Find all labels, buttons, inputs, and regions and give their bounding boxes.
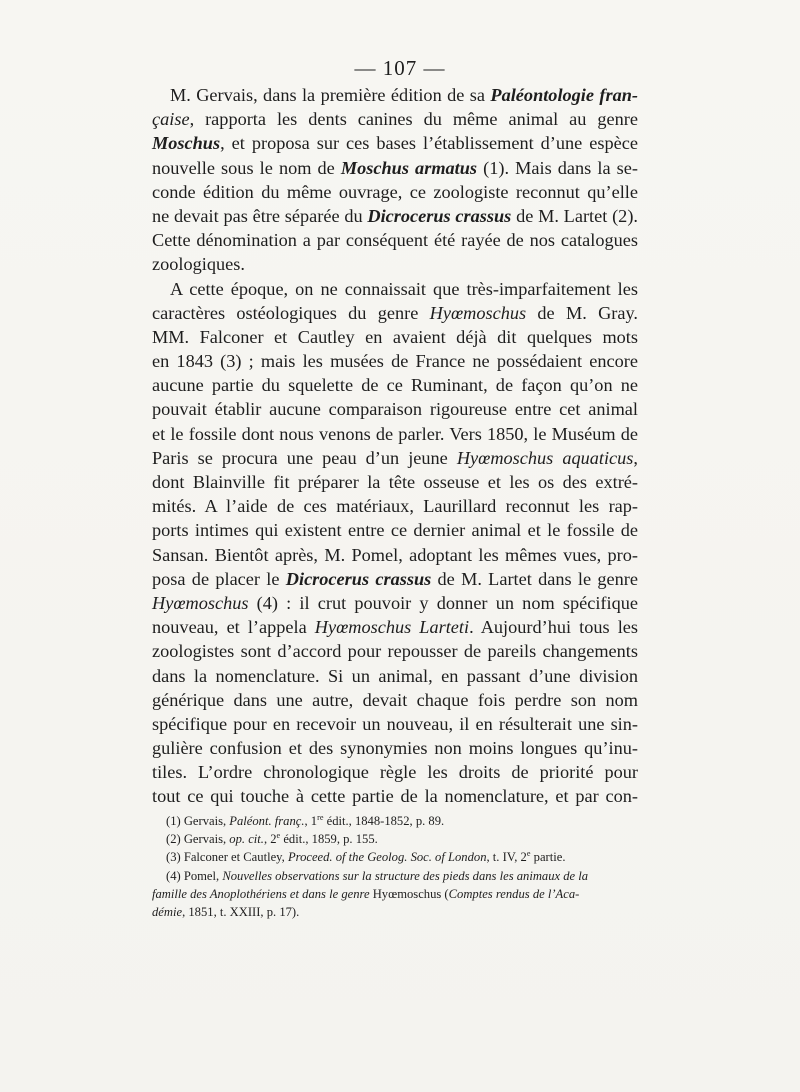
body-line xyxy=(152,446,638,470)
text-run: A cette époque, on ne connaissait que très-imparfaitement les xyxy=(170,278,638,299)
body-line xyxy=(152,373,638,397)
text-run: (1) Gervais, xyxy=(166,814,230,828)
body-line xyxy=(152,252,638,276)
body-line xyxy=(152,688,638,712)
text-run: édit., 1848-1852, p. 89. xyxy=(323,814,445,828)
text-run: (4) : il crut pouvoir y donner un nom spécifique xyxy=(248,592,638,613)
text-run: tout ce qui touche à cette partie de la nomenclature, et par con- xyxy=(152,786,638,807)
text-run: , t. IV, 2 xyxy=(486,850,527,865)
text-run: et le fossile dont nous venons de parler. Vers 1850, le Muséum de xyxy=(152,423,638,444)
body-line xyxy=(152,664,638,688)
body-line xyxy=(152,639,638,663)
text-run: partie. xyxy=(530,850,566,865)
text-run: zoologistes sont d’accord pour repousser de pareils changements xyxy=(152,641,638,662)
text-run: famille des Anoplothériens et dans le genre xyxy=(152,886,370,901)
text-run: Paléontologie fran- xyxy=(490,85,639,105)
body-line xyxy=(152,760,638,784)
text-run: (2) Gervais, xyxy=(166,832,230,847)
body-line xyxy=(152,567,638,591)
body-line xyxy=(152,204,638,228)
text-run: nouvelle sous le nom de xyxy=(152,157,341,178)
text-run: Paléont. franç. xyxy=(229,814,305,828)
body-line xyxy=(152,107,638,131)
text-run: dans la nomenclature. Si un animal, en passant d’une division xyxy=(152,665,638,686)
text-run: aucune partie du squelette de ce Ruminant, de façon qu’on ne xyxy=(152,375,638,396)
body-line xyxy=(152,518,638,542)
text-run: MM. Falconer et Cautley en avaient déjà dit quelques mots xyxy=(152,326,638,347)
text-run: Hyœmoschus xyxy=(429,302,527,323)
footnote-line xyxy=(152,830,638,848)
text-run: Cette dénomination a par conséquent été rayée de nos catalogues xyxy=(152,230,638,251)
text-run: Proceed. of the Geolog. Soc. of London xyxy=(287,850,487,865)
text-run: Comptes rendus de l’Aca- xyxy=(448,886,580,901)
footnote-line xyxy=(152,885,638,903)
text-run: Nouvelles observations sur la structure des pieds dans les animaux de la xyxy=(222,868,589,883)
body-line xyxy=(152,784,638,808)
text-run: , 1 xyxy=(304,814,318,828)
text-run: en 1843 (3) ; mais les musées de France ne possédaient encore xyxy=(152,351,638,372)
body-line xyxy=(152,301,638,325)
text-run: Moschus xyxy=(152,133,221,154)
text-run: dont Blainville fit préparer la tête osseuse et les os des extré- xyxy=(152,472,638,492)
text-run: de M. Lartet (2). xyxy=(511,205,638,226)
text-run: de M. Lartet dans le genre xyxy=(431,568,638,589)
body-line xyxy=(152,422,638,446)
text-run: Moschus armatus xyxy=(340,157,478,178)
body-line xyxy=(152,591,638,615)
text-run: gulière confusion et des synonymies non moins longues qu’inu- xyxy=(152,738,638,759)
text-run: conde édition du même ouvrage, ce zoologiste reconnut qu’elle xyxy=(152,181,638,202)
body-line xyxy=(152,83,638,107)
page-number: — 107 — xyxy=(354,56,446,80)
text-run: M. Gervais, dans la première édition de sa xyxy=(170,85,491,105)
text-run: pouvait établir aucune comparaison rigoureuse entre cet animal xyxy=(152,399,638,420)
text-run: tiles. L’ordre chronologique règle les droits de priorité pour xyxy=(152,762,638,783)
body-line xyxy=(152,712,638,736)
text-run: nouveau, et l’appela xyxy=(152,617,315,638)
footnotes xyxy=(152,812,638,921)
body-line xyxy=(152,131,638,155)
body-line xyxy=(152,325,638,349)
body-line xyxy=(152,736,638,760)
text-run: (3) Falconer et Cautley, xyxy=(166,850,288,865)
text-run: Hyœmoschus aquaticus xyxy=(456,447,634,468)
footnote-line xyxy=(152,903,638,921)
text-run: générique dans une autre, devait chaque fois perdre son nom xyxy=(152,689,638,710)
body-line xyxy=(152,277,638,301)
text-run: Dicrocerus crassus xyxy=(285,568,432,589)
body-line xyxy=(152,156,638,180)
text-run: Hyœmoschus Larteti xyxy=(314,617,470,638)
text-run: op. cit. xyxy=(229,832,264,847)
text-run: ne devait pas être séparée du xyxy=(152,205,368,226)
body-line xyxy=(152,470,638,494)
text-run: spécifique pour en recevoir un nouveau, il en résulterait une sin- xyxy=(152,713,638,734)
text-run: , xyxy=(633,447,638,468)
text-run: démie xyxy=(152,904,183,919)
text-run: , et proposa sur ces bases l’établissement d’une espèce xyxy=(220,133,638,154)
footnote-line xyxy=(152,867,638,885)
text-run: Hyœmoschus ( xyxy=(369,886,449,901)
text-run: de M. Gray. xyxy=(526,302,638,323)
text-run: , 1851, t. XXIII, p. 17). xyxy=(182,904,300,919)
text-run: posa de placer le xyxy=(152,568,286,589)
text-run: mités. A l’aide de ces matériaux, Laurillard reconnut les rap- xyxy=(152,496,638,517)
text-run: édit., 1859, p. 155. xyxy=(280,832,378,847)
text-run: , rapporta les dents canines du même animal au genre xyxy=(189,109,638,130)
body-line xyxy=(152,349,638,373)
text-run: (1). Mais dans la se- xyxy=(477,157,638,178)
footnote-line xyxy=(152,848,638,866)
body-text xyxy=(152,83,638,809)
text-run: e xyxy=(526,849,531,859)
body-line xyxy=(152,615,638,639)
text-run: (4) Pomel, xyxy=(166,868,223,883)
text-run: . Aujourd’hui tous les xyxy=(469,617,639,638)
body-line xyxy=(152,228,638,252)
text-run: Paris se procura une peau d’un jeune xyxy=(152,447,457,468)
text-run: re xyxy=(317,812,324,822)
text-run: Hyœmoschus xyxy=(152,592,249,613)
text-run: Sansan. Bientôt après, M. Pomel, adoptant les mêmes vues, pro- xyxy=(152,544,638,565)
text-run: e xyxy=(276,831,281,840)
text-run: , 2 xyxy=(263,832,277,847)
footnote-line xyxy=(152,812,638,830)
body-line xyxy=(152,543,638,567)
body-line xyxy=(152,494,638,518)
text-run: çaise xyxy=(152,109,190,130)
text-run: caractères ostéologiques du genre xyxy=(152,302,430,323)
body-line xyxy=(152,180,638,204)
body-line xyxy=(152,397,638,421)
text-run: ports intimes qui existent entre ce dernier animal et le fossile de xyxy=(152,520,638,541)
text-run: Dicrocerus crassus xyxy=(367,205,512,226)
text-run: zoologiques. xyxy=(152,254,245,275)
